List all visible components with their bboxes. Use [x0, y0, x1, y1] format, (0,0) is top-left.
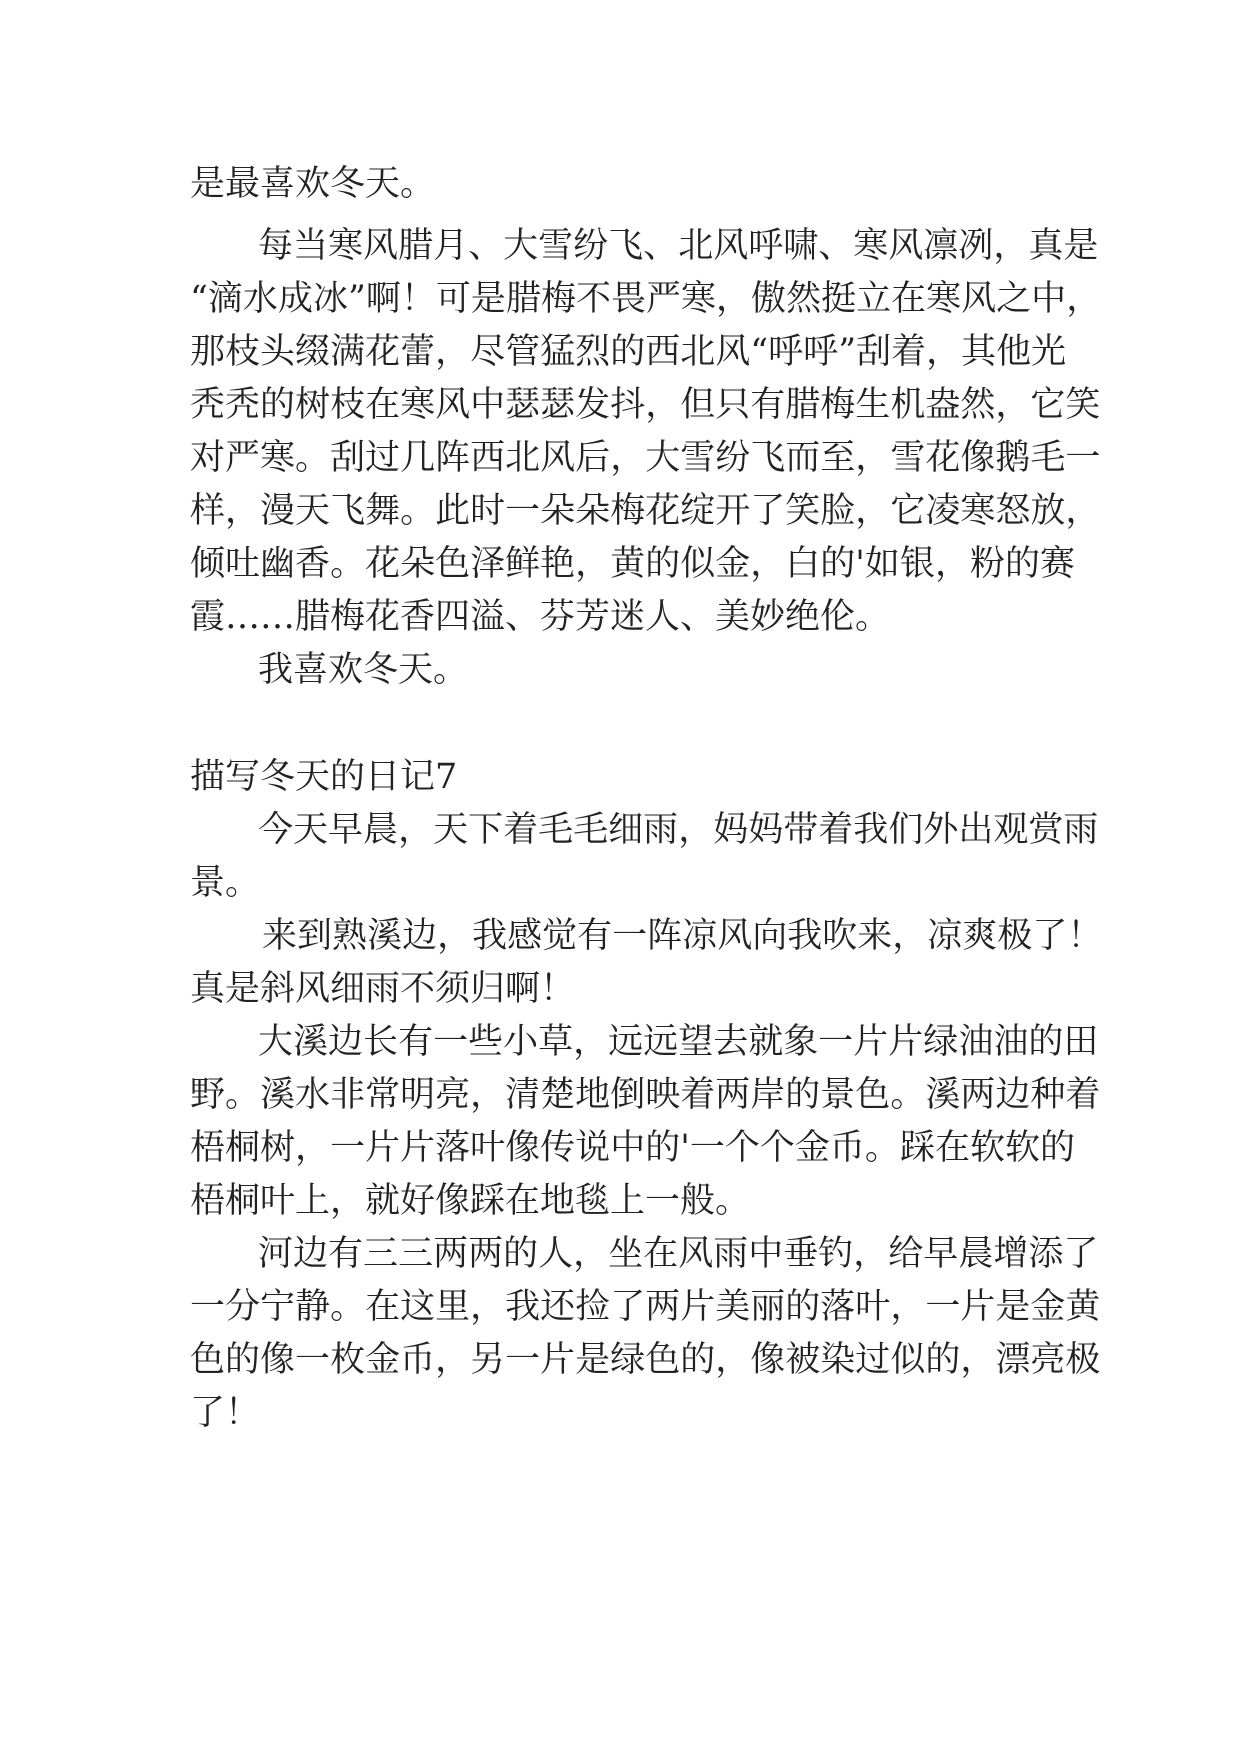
text-line: 景。: [190, 863, 261, 903]
text-line: 梧桐叶上，就好像踩在地毯上一般。: [190, 1181, 751, 1221]
text-line: 秃 秃 的 树 枝 在 寒 风 中 瑟 瑟 发 抖 ， 但 只 有 腊 梅 生 机 盎 然 ， 它 笑: [190, 385, 1101, 425]
text-line: 我喜欢冬天。: [258, 650, 469, 690]
text-line: 霞……腊梅花香四溢、芬芳迷人、美妙绝伦。: [190, 597, 891, 637]
text-line: 了！: [190, 1393, 261, 1433]
text-line: 河 边 有 三 三 两 两 的 人 ， 坐 在 风 雨 中 垂 钓 ， 给 早 晨 增 添 了: [258, 1234, 1099, 1274]
text-line: 真是斜风细雨不须归啊！: [190, 969, 576, 1009]
text-line: 是最喜欢冬天。: [190, 164, 436, 204]
text-line: 那 枝 头 缀 满 花 蕾 ， 尽 管 猛 烈 的 西 北 风 “ 呼 呼 ” 刮 着 ， 其 他 光: [190, 332, 1067, 372]
text-line: 对 严 寒 。 刮 过 几 阵 西 北 风 后 ， 大 雪 纷 飞 而 至 ， 雪 花 像 鹅 毛 一: [190, 438, 1101, 478]
text-line: 今 天 早 晨 ， 天 下 着 毛 毛 细 雨 ， 妈 妈 带 着 我 们 外 出 观 赏 雨: [258, 810, 1099, 850]
section-title: 描写冬天的日记7: [190, 757, 458, 797]
text-line: 一 分 宁 静 。 在 这 里 ， 我 还 捡 了 两 片 美 丽 的 落 叶 ， 一 片 是 金 黄: [190, 1287, 1101, 1327]
text-line: 梧 桐 树 ， 一 片 片 落 叶 像 传 说 中 的 ' 一 个 个 金 币 。 踩 在 软 软 的: [190, 1128, 1076, 1168]
text-line: 每 当 寒 风 腊 月 、 大 雪 纷 飞 、 北 风 呼 啸 、 寒 风 凛 冽 ， 真 是: [258, 226, 1099, 266]
text-line: 大 溪 边 长 有 一 些 小 草 ， 远 远 望 去 就 象 一 片 片 绿 油 油 的 田: [258, 1022, 1099, 1062]
text-line: 样 ， 漫 天 飞 舞 。 此 时 一 朵 朵 梅 花 绽 开 了 笑 脸 ， 它 凌 寒 怒 放 ，: [190, 491, 1101, 531]
text-line: 色 的 像 一 枚 金 币 ， 另 一 片 是 绿 色 的 ， 像 被 染 过 似 的 ， 漂 亮 极: [190, 1340, 1101, 1380]
text-line: 野 。 溪 水 非 常 明 亮 ， 清 楚 地 倒 映 着 两 岸 的 景 色 。 溪 两 边 种 着: [190, 1075, 1101, 1115]
text-line: 来 到 熟 溪 边 ， 我 感 觉 有 一 阵 凉 风 向 我 吹 来 ， 凉 爽 极 了 ！: [262, 916, 1103, 956]
text-line: “ 滴 水 成 冰 ” 啊 ！ 可 是 腊 梅 不 畏 严 寒 ， 傲 然 挺 立 在 寒 风 之 中 ，: [190, 279, 1102, 319]
text-line: 倾 吐 幽 香 。 花 朵 色 泽 鲜 艳 ， 黄 的 似 金 ， 白 的 ' 如 银 ， 粉 的 赛: [190, 544, 1076, 584]
